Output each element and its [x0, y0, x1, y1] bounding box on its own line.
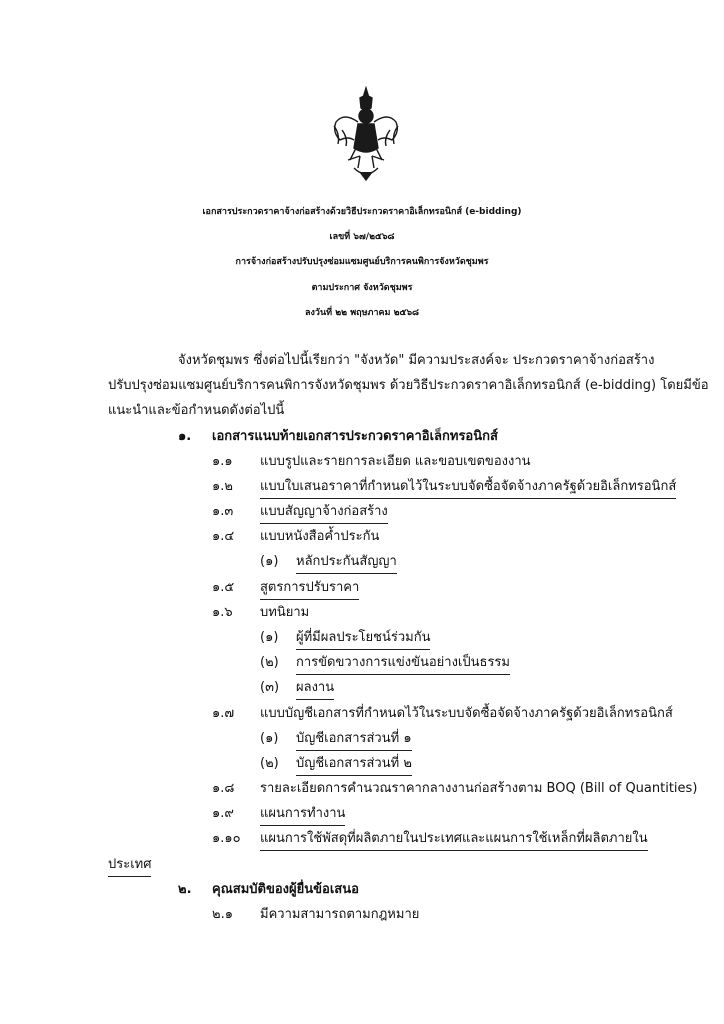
section-2-title: คุณสมบัติของผู้ยื่นข้อเสนอ: [212, 882, 359, 897]
subitem-number: (๒): [260, 756, 279, 771]
attachment-link[interactable]: แบบใบเสนอราคาที่กำหนดไว้ในระบบจัดซื้อจัดจ้างภาครัฐด้วยอิเล็กทรอนิกส์: [260, 478, 676, 499]
list-item: รายละเอียดการคำนวณราคากลางงานก่อสร้างตาม BOQ (Bill of Quantities): [260, 781, 698, 796]
subitem-number: (๒): [260, 655, 279, 670]
subitem-number: (๑): [260, 630, 279, 645]
item-number: ๑.๓: [212, 504, 234, 519]
subitem-number: (๑): [260, 554, 279, 569]
subitem-number: (๑): [260, 731, 279, 746]
attachment-link[interactable]: แผนการใช้พัสดุที่ผลิตภายในประเทศและแผนการใช้เหล็กที่ผลิตภายใน: [260, 830, 648, 851]
attachment-link[interactable]: บัญชีเอกสารส่วนที่ ๑: [296, 730, 412, 751]
attachment-link[interactable]: บัญชีเอกสารส่วนที่ ๒: [296, 755, 412, 776]
attachment-link[interactable]: แผนการทำงาน: [260, 805, 345, 826]
item-number: ๑.๑๐: [212, 831, 241, 846]
section-1-number: ๑.: [178, 429, 192, 444]
attachment-link-continuation[interactable]: ประเทศ: [108, 856, 151, 877]
attachment-link[interactable]: ผลงาน: [296, 679, 334, 700]
announcement-date: ลงวันที่ ๒๒ พฤษภาคม ๒๕๖๘: [305, 308, 419, 318]
item-number: ๑.๙: [212, 806, 234, 821]
item-number: ๑.๘: [212, 781, 235, 796]
list-item: บทนิยาม: [260, 605, 310, 620]
intro-line-1: จังหวัดชุมพร ซึ่งต่อไปนี้เรียกว่า "จังหวัด" มีความประสงค์จะ ประกวดราคาจ้างก่อสร้าง: [178, 353, 655, 368]
announcement-ref: ตามประกาศ จังหวัดชุมพร: [311, 283, 413, 293]
intro-line-2: ปรับปรุงซ่อมแซมศูนย์บริการคนพิการจังหวัดชุมพร ด้วยวิธีประกวดราคาอิเล็กทรอนิกส์ (e-bidding) โดยมีข้อ: [108, 378, 709, 393]
document-title: เอกสารประกวดราคาจ้างก่อสร้างด้วยวิธีประกวดราคาอิเล็กทรอนิกส์ (e-bidding): [202, 207, 522, 217]
item-number: ๑.๒: [212, 479, 233, 494]
attachment-link[interactable]: การขัดขวางการแข่งขันอย่างเป็นธรรม: [296, 654, 510, 675]
section-1-title: เอกสารแนบท้ายเอกสารประกวดราคาอิเล็กทรอนิกส์: [212, 429, 498, 444]
item-number: ๑.๖: [212, 605, 233, 620]
list-item: แบบบัญชีเอกสารที่กำหนดไว้ในระบบจัดซื้อจัดจ้างภาครัฐด้วยอิเล็กทรอนิกส์: [260, 706, 673, 721]
item-number: ๑.๔: [212, 529, 235, 544]
attachment-link[interactable]: หลักประกันสัญญา: [296, 553, 397, 574]
intro-line-3: แนะนำและข้อกำหนดดังต่อไปนี้: [108, 403, 285, 418]
list-item: แบบรูปและรายการละเอียด และขอบเขตของงาน: [260, 454, 531, 469]
section-2-number: ๒.: [178, 882, 192, 897]
subitem-number: (๓): [260, 680, 280, 695]
attachment-link[interactable]: สูตรการปรับราคา: [260, 579, 359, 600]
attachment-link[interactable]: แบบสัญญาจ้างก่อสร้าง: [260, 503, 388, 524]
list-item: แบบหนังสือค้ำประกัน: [260, 529, 380, 544]
document-number: เลขที่ ๖๗/๒๕๖๘: [329, 232, 395, 242]
item-number: ๑.๕: [212, 580, 235, 595]
attachment-link[interactable]: ผู้ที่มีผลประโยชน์ร่วมกัน: [296, 629, 430, 650]
list-item: มีความสามารถตามกฎหมาย: [260, 907, 420, 922]
garuda-emblem-icon: [330, 86, 402, 182]
item-number: ๑.๑: [212, 454, 233, 469]
project-title: การจ้างก่อสร้างปรับปรุงซ่อมแซมศูนย์บริการคนพิการจังหวัดชุมพร: [235, 257, 489, 267]
item-number: ๒.๑: [212, 907, 233, 922]
item-number: ๑.๗: [212, 706, 235, 721]
